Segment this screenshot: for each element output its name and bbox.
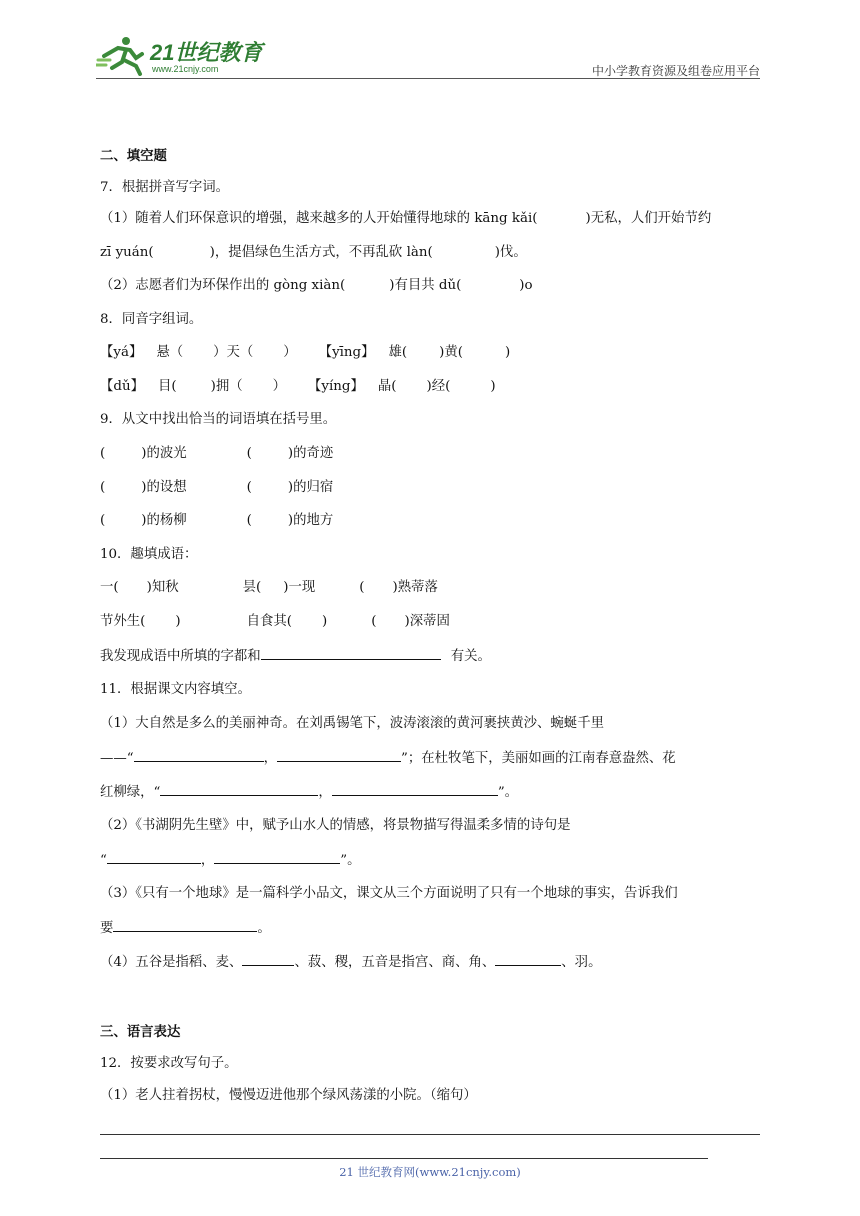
text: 要	[100, 921, 114, 936]
text: 昙(	[242, 580, 262, 595]
answer-blank[interactable]	[160, 782, 318, 796]
question-line	[100, 850, 361, 871]
text: )的奇迹	[287, 446, 334, 461]
text: 红柳绿，“	[100, 785, 161, 800]
logo	[96, 34, 266, 76]
text: ，	[263, 751, 278, 766]
text: )黄(	[439, 345, 463, 360]
pinyin-tag: 【yīng】	[318, 345, 375, 360]
text: ”。	[340, 853, 361, 868]
fill-row	[100, 612, 450, 632]
text: 节外生(	[100, 614, 146, 629]
text: 雄(	[388, 345, 408, 360]
question-line: （2）《书湖阴先生壁》中，赋予山水人的情感，将景物描写得温柔多情的诗句是	[100, 818, 571, 833]
text: 一(	[100, 580, 119, 595]
question-stem: 8．同音字组词。	[100, 312, 203, 327]
text: （4）五谷是指稻、麦、	[100, 955, 243, 970]
section-title: 三、语言表达	[100, 1024, 181, 1040]
answer-blank[interactable]	[107, 850, 201, 864]
text: )一现	[283, 580, 316, 595]
text: )的设想	[141, 480, 187, 495]
text: 。	[257, 921, 271, 936]
answer-blank[interactable]	[277, 748, 401, 762]
text: 我发现成语中所填的字都和	[100, 649, 261, 664]
fill-row	[100, 578, 438, 598]
text: 晶(	[377, 379, 397, 394]
text: )	[175, 614, 181, 629]
question-line	[100, 748, 676, 769]
text: )无私，人们开始节约	[585, 211, 712, 226]
text: “	[100, 853, 107, 868]
text: 、羽。	[561, 955, 602, 970]
fill-row	[100, 478, 333, 498]
text: （1）随着人们环保意识的增强，越来越多的人开始懂得地球的 kāng kǎi(	[100, 211, 538, 226]
question-line	[100, 377, 496, 397]
text: (	[359, 580, 365, 595]
header-rule	[96, 78, 760, 79]
answer-blank[interactable]	[261, 646, 441, 660]
text: )	[504, 345, 511, 360]
question-line	[100, 343, 510, 363]
answer-blank[interactable]	[134, 748, 264, 762]
question-line	[100, 276, 533, 296]
text: (	[371, 614, 377, 629]
question-line	[100, 646, 491, 667]
question-line	[100, 243, 527, 263]
text: )的归宿	[287, 480, 334, 495]
text: ）	[272, 379, 287, 394]
text: )的地方	[287, 513, 334, 528]
question-line	[100, 782, 518, 803]
text: )	[322, 614, 328, 629]
text: 、菽、稷，五音是指宫、商、角、	[294, 955, 496, 970]
fill-row	[100, 511, 333, 531]
text: )深蒂固	[404, 614, 450, 629]
question-line: （3）《只有一个地球》是一篇科学小品文，课文从三个方面说明了只有一个地球的事实，告诉我们	[100, 886, 678, 901]
text: ，	[318, 785, 332, 800]
text: zī yuán(	[100, 245, 154, 260]
text: )有目共 dǔ(	[389, 278, 462, 293]
text: ——“	[100, 751, 134, 766]
text: 有关。	[450, 649, 491, 664]
logo-url: www.21cnjy.com	[152, 64, 219, 74]
question-line	[100, 209, 711, 229]
question-stem: 9．从文中找出恰当的词语填在括号里。	[100, 412, 337, 427]
pinyin-tag: 【yá】	[100, 345, 143, 360]
pinyin-tag: 【dǔ】	[100, 379, 144, 394]
text: 目(	[157, 379, 177, 394]
section-title: 二、填空题	[100, 148, 167, 164]
text: (	[246, 513, 252, 528]
fill-row	[100, 444, 333, 464]
text: （2）志愿者们为环保作出的 gòng xiàn(	[100, 278, 346, 293]
question-line: （1）大自然是多么的美丽神奇。在刘禹锡笔下，波涛滚滚的黄河裹挟黄沙、蜿蜒千里	[100, 716, 604, 731]
question-line	[100, 918, 271, 939]
text: 悬（	[156, 345, 184, 360]
page-header	[96, 34, 760, 78]
text: )的杨柳	[141, 513, 187, 528]
text: )知秋	[146, 580, 179, 595]
answer-blank[interactable]	[332, 782, 498, 796]
text: ）天（	[213, 345, 254, 360]
text: )拥（	[210, 379, 243, 394]
text: (	[100, 513, 106, 528]
logo-text: 21世纪教育	[150, 40, 263, 65]
question-stem: 10．趣填成语：	[100, 547, 198, 562]
answer-line[interactable]	[100, 1158, 708, 1159]
text: (	[246, 480, 252, 495]
text: (	[100, 480, 106, 495]
text: )的波光	[141, 446, 187, 461]
header-platform-text: 中小学教育资源及组卷应用平台	[591, 64, 760, 78]
text: (	[100, 446, 106, 461]
text: )，提倡绿色生活方式，不再乱砍 làn(	[209, 245, 433, 260]
question-line: （1）老人拄着拐杖，慢慢迈进他那个绿风荡漾的小院。（缩句）	[100, 1088, 477, 1103]
text: ”；在杜牧笔下，美丽如画的江南春意盎然、花	[401, 751, 676, 766]
text: ）	[283, 345, 297, 360]
text: ”。	[497, 785, 519, 800]
question-stem: 12．按要求改写句子。	[100, 1056, 238, 1071]
text: )伐。	[494, 245, 527, 260]
answer-blank[interactable]	[214, 850, 340, 864]
answer-blank[interactable]	[242, 952, 294, 966]
question-line	[100, 952, 601, 973]
answer-line[interactable]	[100, 1134, 760, 1135]
answer-blank[interactable]	[495, 952, 561, 966]
text: (	[246, 446, 252, 461]
question-stem: 11．根据课文内容填空。	[100, 682, 251, 697]
text: )经(	[426, 379, 451, 394]
text: )	[490, 379, 496, 394]
text: ，	[200, 853, 215, 868]
question-stem: 7．根据拼音写字词。	[100, 180, 230, 195]
text: )o	[519, 278, 533, 293]
text: 自食其(	[246, 614, 293, 629]
page-footer: 21 世纪教育网(www.21cnjy.com)	[339, 1165, 521, 1179]
runner-icon	[96, 37, 142, 74]
pinyin-tag: 【yíng】	[308, 379, 364, 394]
text: )熟蒂落	[392, 580, 438, 595]
answer-blank[interactable]	[113, 918, 257, 932]
